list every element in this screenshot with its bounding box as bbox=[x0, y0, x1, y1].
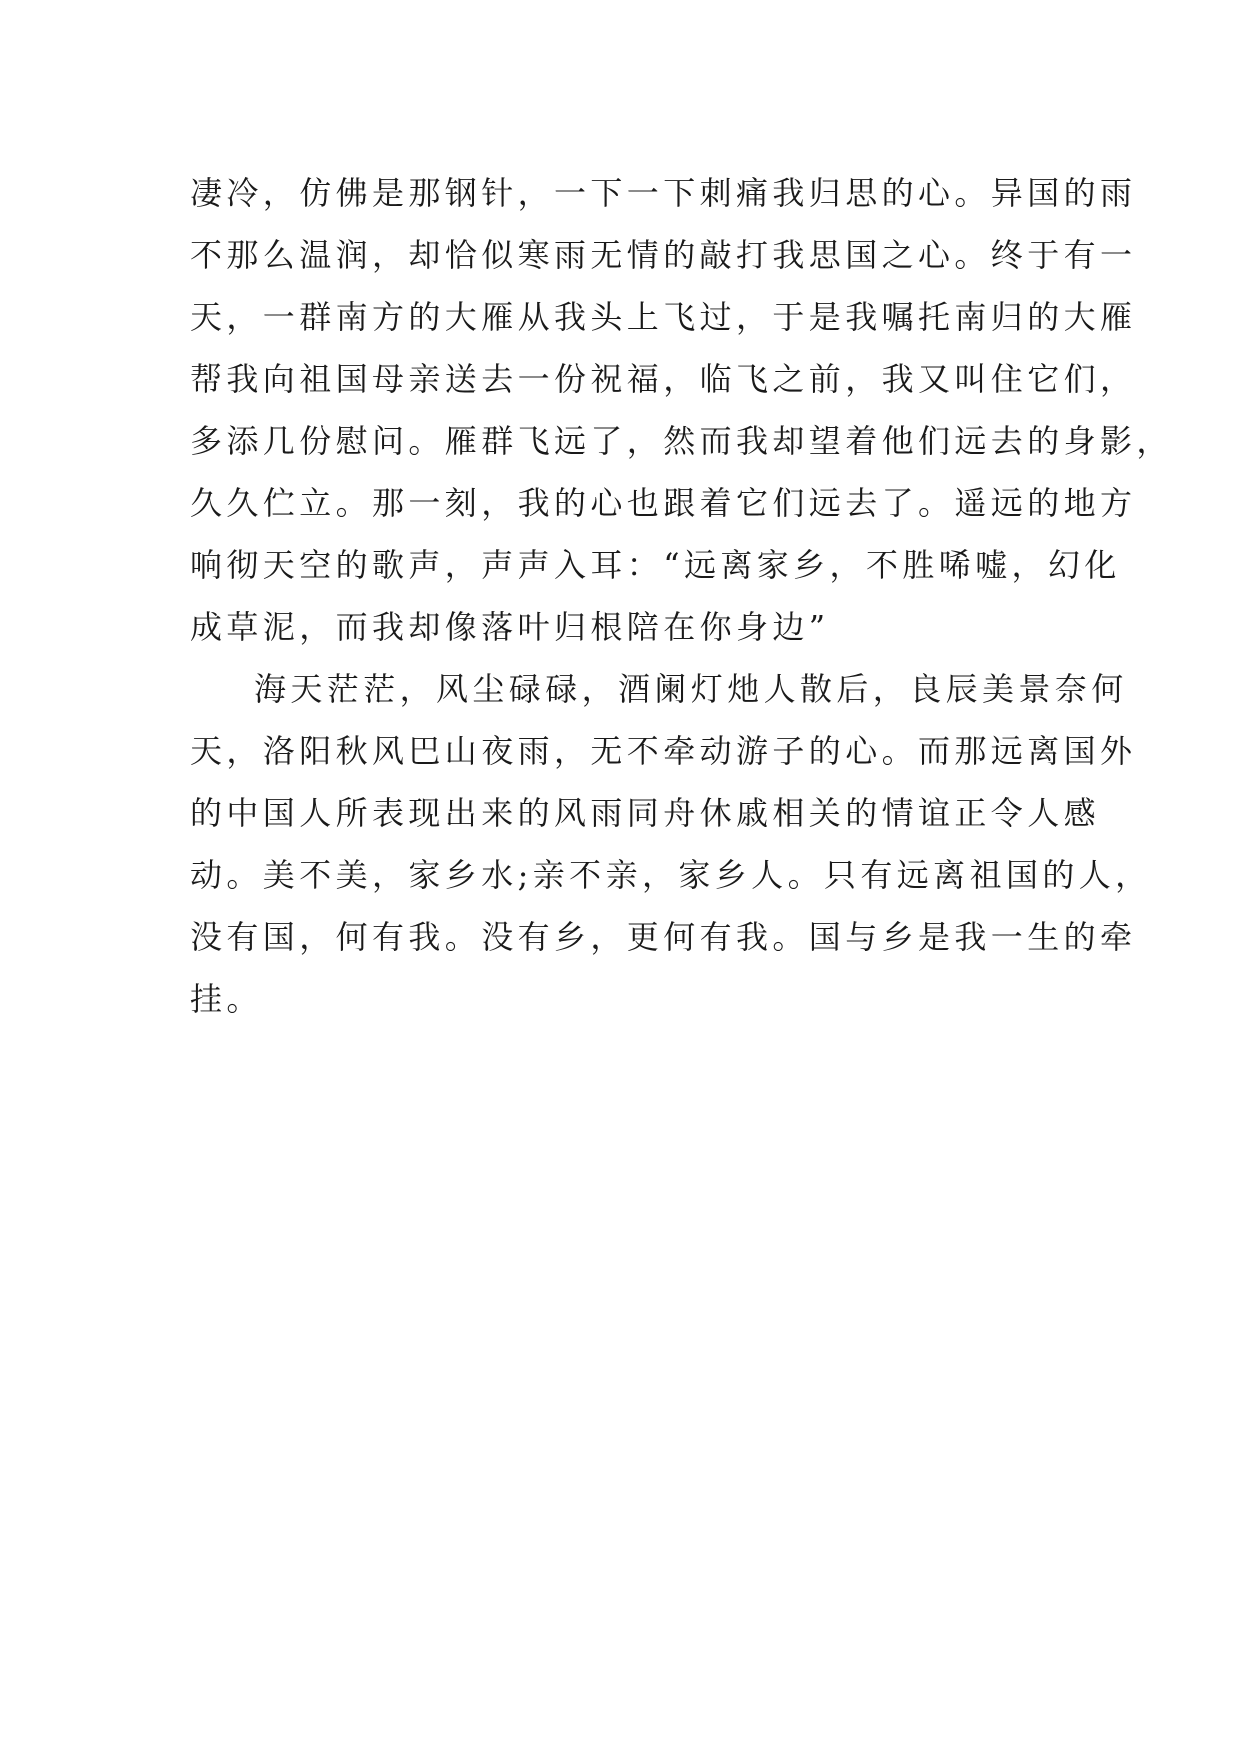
text-line: 天，洛阳秋风巴山夜雨，无不牵动游子的心。而那远离国外 bbox=[190, 732, 1137, 770]
text-line: 挂。 bbox=[190, 980, 263, 1018]
text-line: 响彻天空的歌声，声声入耳：“远离家乡，不胜唏嘘，幻化 bbox=[190, 546, 1121, 584]
text-line: 帮我向祖国母亲送去一份祝福，临飞之前，我又叫住它们， bbox=[190, 360, 1137, 398]
text-line: 动。美不美，家乡水;亲不亲，家乡人。只有远离祖国的人， bbox=[190, 856, 1152, 894]
text-line: 天，一群南方的大雁从我头上飞过，于是我嘱托南归的大雁 bbox=[190, 298, 1137, 336]
text-line: 多添几份慰问。雁群飞远了，然而我却望着他们远去的身影， bbox=[190, 422, 1173, 460]
paragraph-first-line: 海天茫茫，风尘碌碌，酒阑灯灺人散后，良辰美景奈何 bbox=[254, 670, 1128, 708]
text-line: 凄冷，仿佛是那钢针，一下一下刺痛我归思的心。异国的雨 bbox=[190, 174, 1137, 212]
document-body bbox=[190, 162, 1173, 1030]
text-line: 没有国，何有我。没有乡，更何有我。国与乡是我一生的牵 bbox=[190, 918, 1137, 956]
text-line: 的中国人所表现出来的风雨同舟休戚相关的情谊正令人感 bbox=[190, 794, 1101, 832]
text-line: 不那么温润，却恰似寒雨无情的敲打我思国之心。终于有一 bbox=[190, 236, 1137, 274]
text-line: 久久伫立。那一刻，我的心也跟着它们远去了。遥远的地方 bbox=[190, 484, 1137, 522]
text-line: 成草泥，而我却像落叶归根陪在你身边” bbox=[190, 608, 830, 646]
